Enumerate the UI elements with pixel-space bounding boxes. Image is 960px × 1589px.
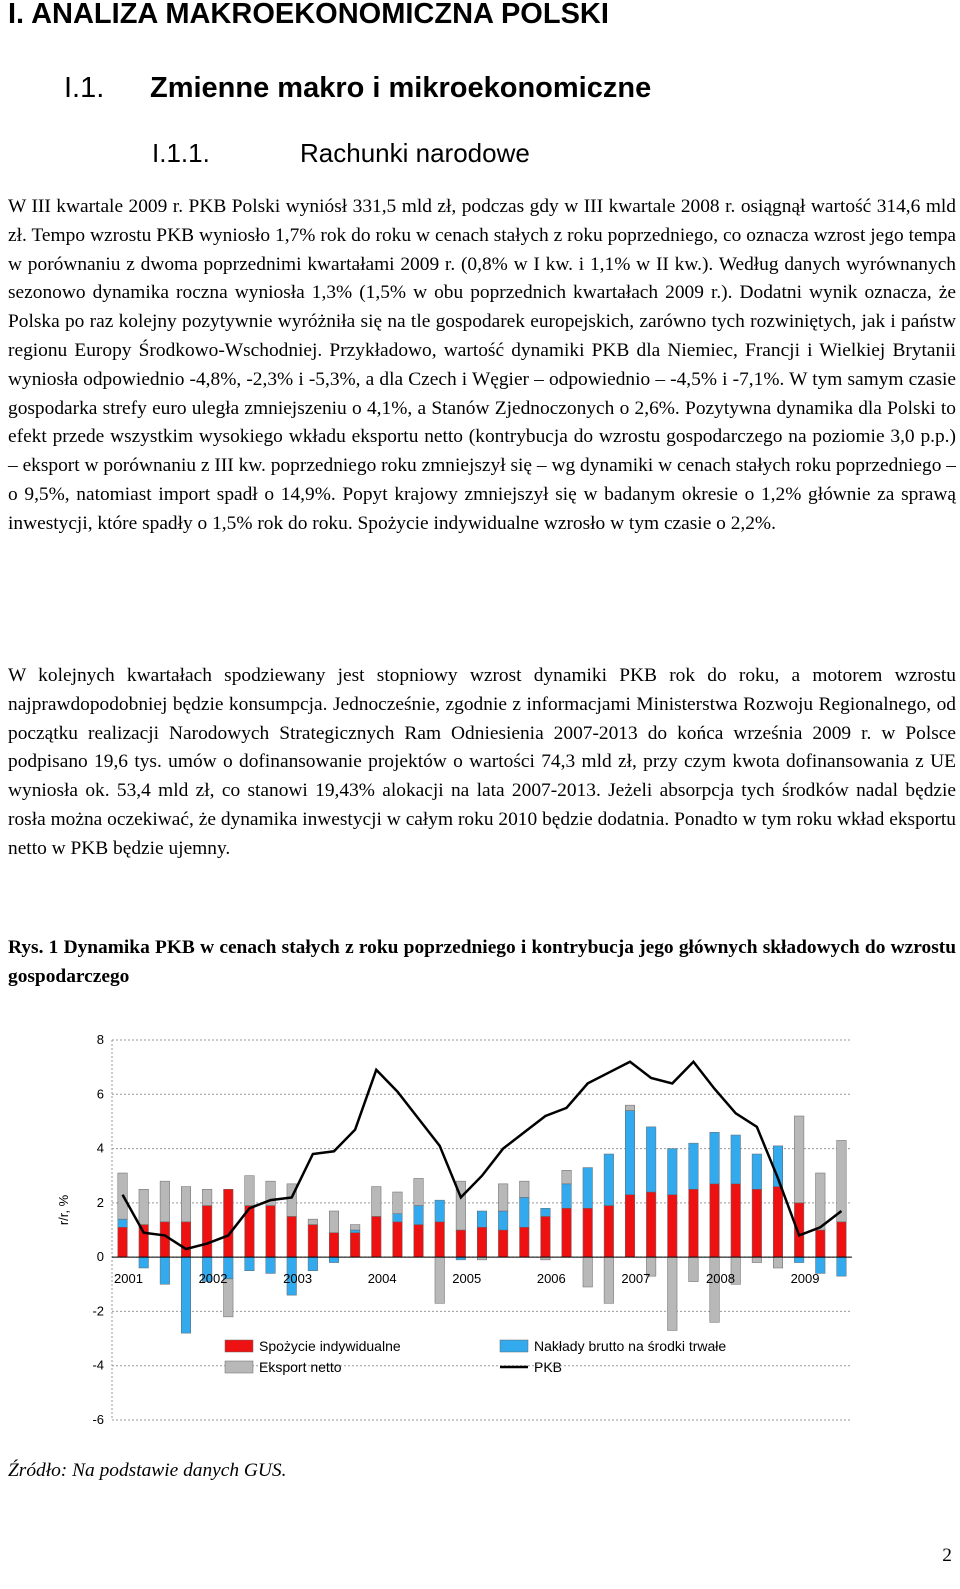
bar-net_exports bbox=[520, 1181, 530, 1197]
bar-consumption bbox=[435, 1222, 445, 1257]
legend-swatch-consumption bbox=[225, 1340, 253, 1352]
bar-consumption bbox=[139, 1225, 149, 1258]
bar-net_exports bbox=[329, 1211, 339, 1233]
gdp-contribution-chart bbox=[40, 1020, 870, 1430]
bar-consumption bbox=[689, 1189, 699, 1257]
bar-consumption bbox=[668, 1195, 678, 1257]
bar-consumption bbox=[456, 1230, 466, 1257]
bar-consumption bbox=[837, 1222, 847, 1257]
bar-investment bbox=[689, 1143, 699, 1189]
legend-label-consumption: Spożycie indywidualne bbox=[259, 1338, 401, 1354]
bar-net_exports bbox=[604, 1257, 614, 1303]
y-tick-label: -2 bbox=[92, 1303, 104, 1319]
bar-investment bbox=[625, 1111, 635, 1195]
bar-investment bbox=[794, 1257, 804, 1262]
bar-net_exports bbox=[816, 1173, 826, 1230]
x-year-label: 2003 bbox=[283, 1271, 313, 1287]
bar-investment bbox=[139, 1257, 149, 1268]
bar-consumption bbox=[224, 1189, 234, 1257]
bar-investment bbox=[118, 1219, 128, 1227]
bar-net_exports bbox=[583, 1257, 593, 1287]
legend-swatch-investment bbox=[500, 1340, 528, 1352]
bar-consumption bbox=[710, 1184, 720, 1257]
bar-investment bbox=[837, 1257, 847, 1276]
bar-net_exports bbox=[160, 1181, 170, 1222]
legend-label-net_exports: Eksport netto bbox=[259, 1359, 342, 1375]
x-year-label: 2005 bbox=[452, 1271, 482, 1287]
bar-consumption bbox=[393, 1222, 403, 1257]
bar-investment bbox=[181, 1257, 191, 1333]
bar-investment bbox=[583, 1168, 593, 1209]
bar-investment bbox=[435, 1200, 445, 1222]
bar-investment bbox=[350, 1230, 360, 1233]
bar-consumption bbox=[731, 1184, 741, 1257]
bar-consumption bbox=[308, 1225, 318, 1258]
bar-consumption bbox=[816, 1230, 826, 1257]
bar-investment bbox=[160, 1257, 170, 1284]
y-tick-label: 4 bbox=[96, 1140, 104, 1156]
y-tick-label: 2 bbox=[96, 1194, 104, 1210]
subsection-heading bbox=[152, 138, 530, 169]
subsection-title: Rachunki narodowe bbox=[300, 138, 530, 168]
bar-consumption bbox=[350, 1233, 360, 1257]
x-year-label: 2007 bbox=[621, 1271, 651, 1287]
figure-source: Źródło: Na podstawie danych GUS. bbox=[8, 1460, 287, 1481]
bar-consumption bbox=[477, 1227, 487, 1257]
chapter-title: I. ANALIZA MAKROEKONOMICZNA POLSKI bbox=[8, 0, 609, 30]
legend-label-investment: Nakłady brutto na środki trwałe bbox=[534, 1338, 727, 1354]
x-year-label: 2006 bbox=[536, 1271, 566, 1287]
bar-consumption bbox=[372, 1216, 382, 1257]
bar-consumption bbox=[583, 1208, 593, 1257]
bar-net_exports bbox=[668, 1257, 678, 1330]
chart-legend bbox=[225, 1338, 726, 1375]
y-tick-label: 0 bbox=[96, 1249, 104, 1265]
bar-investment bbox=[646, 1127, 656, 1192]
bar-net_exports bbox=[202, 1189, 212, 1205]
bar-net_exports bbox=[435, 1257, 445, 1303]
y-tick-label: -4 bbox=[92, 1357, 104, 1373]
page-number: 2 bbox=[942, 1545, 952, 1566]
bar-investment bbox=[329, 1257, 339, 1262]
bar-consumption bbox=[520, 1227, 530, 1257]
x-year-label: 2001 bbox=[114, 1271, 143, 1287]
bar-net_exports bbox=[393, 1192, 403, 1214]
chart-bars bbox=[118, 1105, 846, 1333]
bar-consumption bbox=[414, 1225, 424, 1258]
body-paragraph-2: W kolejnych kwartałach spodziewany jest stopniowy wzrost dynamiki PKB rok do roku, a motorem wzrostu najprawdopodobniej będzie konsumpcja. Jednocześnie, zgodnie z informacjami Ministerstwa Rozwoju Regionalnego, od początku realizacji Narodowych Strategicznych Ram Odniesienia 2007-2013 do końca września 2009 r. w Polsce podpisano 19,6 tys. umów o dofinansowanie projektów o wartości 74,3 mld zł, przy czym kwota dofinansowania z UE wyniosła ok. 53,4 mld zł, co stanowi 19,43% alokacji na lata 2007-2013. Jeżeli absorpcja tych środków nadal będzie rosła można oczekiwać, że dynamika inwestycji w całym roku 2010 będzie dodatnia. Ponadto w tym roku wkład eksportu netto w PKB będzie ujemny. bbox=[8, 665, 956, 859]
bar-net_exports bbox=[139, 1189, 149, 1224]
bar-investment bbox=[266, 1257, 276, 1273]
bar-consumption bbox=[562, 1208, 572, 1257]
bar-investment bbox=[393, 1214, 403, 1222]
bar-net_exports bbox=[181, 1187, 191, 1222]
bar-net_exports bbox=[752, 1257, 762, 1262]
y-tick-label: 8 bbox=[96, 1032, 104, 1047]
bar-net_exports bbox=[837, 1140, 847, 1221]
bar-net_exports bbox=[414, 1178, 424, 1205]
bar-consumption bbox=[625, 1195, 635, 1257]
bar-net_exports bbox=[308, 1219, 318, 1224]
bar-net_exports bbox=[710, 1257, 720, 1322]
bar-net_exports bbox=[350, 1225, 360, 1230]
bar-investment bbox=[668, 1149, 678, 1195]
bar-consumption bbox=[287, 1216, 297, 1257]
bar-investment bbox=[245, 1257, 255, 1271]
y-axis-label: r/r, % bbox=[56, 1194, 71, 1226]
bar-consumption bbox=[118, 1227, 128, 1257]
bar-net_exports bbox=[562, 1170, 572, 1184]
bar-net_exports bbox=[625, 1105, 635, 1110]
bar-net_exports bbox=[794, 1116, 804, 1203]
x-year-label: 2008 bbox=[706, 1271, 735, 1287]
bar-investment bbox=[710, 1132, 720, 1184]
bar-investment bbox=[477, 1211, 487, 1227]
bar-net_exports bbox=[689, 1257, 699, 1281]
bar-net_exports bbox=[498, 1184, 508, 1211]
x-year-label: 2009 bbox=[790, 1271, 820, 1287]
section-number: I.1. bbox=[64, 72, 105, 104]
bar-consumption bbox=[541, 1216, 551, 1257]
section-title: Zmienne makro i mikroekonomiczne bbox=[150, 72, 652, 104]
bar-consumption bbox=[160, 1222, 170, 1257]
subsection-number: I.1.1. bbox=[152, 138, 210, 168]
bar-consumption bbox=[773, 1187, 783, 1258]
bar-consumption bbox=[266, 1206, 276, 1258]
legend-label-gdp: PKB bbox=[534, 1359, 563, 1375]
bar-consumption bbox=[498, 1230, 508, 1257]
bar-investment bbox=[520, 1197, 530, 1227]
body-paragraph-1: W III kwartale 2009 r. PKB Polski wyniósł 331,5 mld zł, podczas gdy w III kwartale 2008 r. osiągnął wartość 314,6 mld zł. Tempo wzrostu PKB wyniosło 1,7% rok do roku w cenach stałych z roku poprzedniego, co oznacza wzrost jego tempa w porównaniu z dwoma poprzednimi kwartałami 2009 r. (0,8% w I kw. i 1,1% w II kw.). Według danych wyrównanych sezonowo dynamika roczna wyniosła 1,3% (1,5% w obu poprzednich kwartałach 2009 r.). Dodatni wynik oznacza, że Polska po raz kolejny pozytywnie wyróżniła się na tle gospodarek europejskich, zarówno tych rozwiniętych, jak i państw regionu Europy Środkowo-Wschodniej. Przykładowo, wartość dynamiki PKB dla Niemiec, Francji i Wielkiej Brytanii wyniosła odpowiednio -4,8%, -2,3% i -5,3%, a dla Czech i Węgier – odpowiednio – -4,5% i -7,1%. W tym samym czasie gospodarka strefy euro uległa zmniejszeniu o 4,1%, a Stanów Zjednoczonych o 2,6%. Pozytywna dynamika dla Polski to efekt przede wszystkim wysokiego wkładu eksportu netto (kontrybucja do wzrostu gospodarczego na poziomie 3,0 p.p.) – eksport w porównaniu z III kw. poprzedniego roku zmniejszył się – wg dynamiki w cenach stałych roku poprzedniego – o 9,5%, natomiast import spadł o 14,9%. Popyt krajowy zmniejszył się w badanym okresie o 1,2% głównie za sprawą inwestycji, które spadły o 1,5% rok do roku. Spożycie indywidualne wzrosło w tym czasie o 2,2%. bbox=[8, 196, 956, 534]
section-heading bbox=[64, 72, 651, 105]
bar-consumption bbox=[181, 1222, 191, 1257]
y-tick-label: -6 bbox=[92, 1412, 104, 1427]
bar-consumption bbox=[202, 1206, 212, 1258]
figure-caption: Rys. 1 Dynamika PKB w cenach stałych z roku poprzedniego i kontrybucja jego głównych składowych do wzrostu gospodarczego bbox=[8, 937, 956, 987]
x-year-label: 2004 bbox=[367, 1271, 397, 1287]
bar-investment bbox=[541, 1208, 551, 1216]
bar-investment bbox=[308, 1257, 318, 1271]
bar-investment bbox=[604, 1154, 614, 1206]
x-year-label: 2002 bbox=[198, 1271, 228, 1287]
bar-consumption bbox=[646, 1192, 656, 1257]
bar-investment bbox=[731, 1135, 741, 1184]
bar-consumption bbox=[604, 1206, 614, 1258]
y-tick-label: 6 bbox=[96, 1086, 104, 1102]
bar-investment bbox=[414, 1206, 424, 1225]
bar-investment bbox=[562, 1184, 572, 1208]
bar-consumption bbox=[752, 1189, 762, 1257]
bar-consumption bbox=[329, 1233, 339, 1257]
bar-investment bbox=[498, 1211, 508, 1230]
bar-net_exports bbox=[773, 1257, 783, 1268]
legend-swatch-net_exports bbox=[225, 1361, 253, 1373]
bar-net_exports bbox=[372, 1187, 382, 1217]
bar-investment bbox=[752, 1154, 762, 1189]
bar-net_exports bbox=[245, 1176, 255, 1206]
